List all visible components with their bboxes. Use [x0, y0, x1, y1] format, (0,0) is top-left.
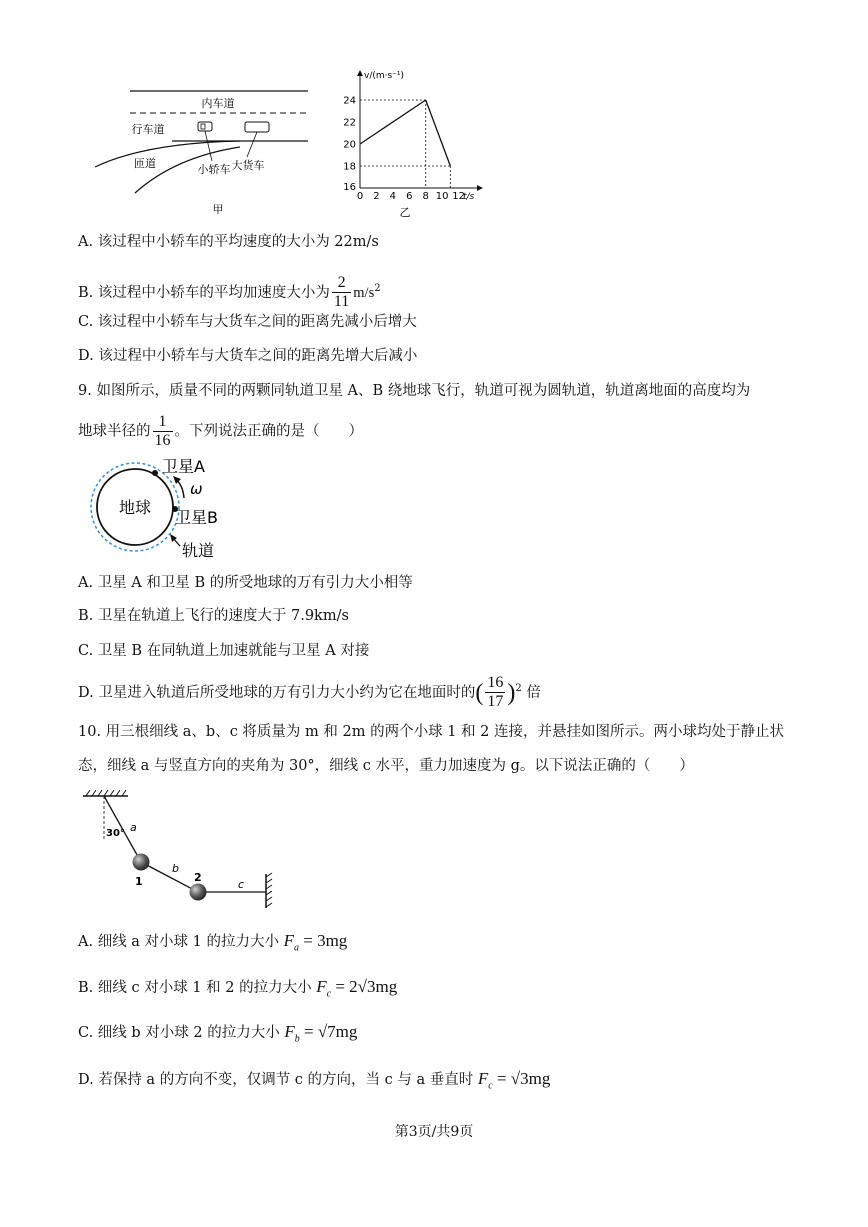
- string-a-label: a: [130, 821, 137, 834]
- car-label: 小轿车: [197, 163, 231, 176]
- q10-option-c-text: C. 细线 b 对小球 2 的拉力大小: [78, 1025, 280, 1041]
- x-tick-label: 0: [356, 191, 364, 202]
- satellite-a-label: 卫星A: [162, 457, 205, 476]
- y-tick-label: 20: [343, 139, 356, 151]
- q9-option-d-text: D. 卫星进入轨道后所受地球的万有引力大小约为它在地面时的: [78, 684, 476, 701]
- q10-option-b-sub: c: [326, 988, 332, 1000]
- angle-label: 30°: [106, 828, 125, 839]
- q10-stem-line1: 10. 用三根细线 a、b、c 将质量为 m 和 2m 的两个小球 1 和 2 连接，并悬挂如图所示。两小球均处于静止状: [78, 724, 784, 740]
- page-footer: 第3页/共9页: [394, 1124, 474, 1140]
- figure-satellites: [80, 452, 240, 564]
- q10-option-d-value: = √3mg: [492, 1069, 551, 1088]
- q10-option-c: [78, 1022, 357, 1049]
- satellite-a-dot: [152, 470, 158, 476]
- q10-option-c-symbol: F: [284, 1022, 295, 1041]
- ramp-label: 匝道: [134, 157, 156, 170]
- x-tick-label: 10: [435, 191, 449, 202]
- string-b-label: b: [172, 862, 179, 875]
- q8-option-b-num: 2: [332, 274, 351, 293]
- ball-1: [133, 854, 150, 871]
- q10-option-d-symbol: F: [477, 1069, 489, 1088]
- q10-option-a: [78, 931, 347, 958]
- truck-label: 大货车: [231, 159, 265, 172]
- q9-stem-line2: [78, 413, 363, 450]
- q8-option-d: D. 该过程中小轿车与大货车之间的距离先增大后减小: [78, 348, 418, 364]
- figure-jia: [90, 75, 320, 225]
- q8-option-a: A. 该过程中小轿车的平均速度的大小为 22m/s: [78, 234, 379, 250]
- string-c-label: c: [238, 878, 245, 891]
- q10-option-d: [78, 1069, 550, 1096]
- q10-option-d-text: D. 若保持 a 的方向不变，仅调节 c 的方向，当 c 与 a 垂直时: [78, 1072, 474, 1088]
- q9-option-d: [78, 671, 541, 711]
- wall-hatch: [266, 873, 272, 907]
- x-tick-label: 6: [406, 191, 413, 202]
- x-tick-label: 8: [422, 191, 429, 202]
- satellite-b-label: 卫星B: [175, 508, 218, 527]
- inner-lane-label: 内车道: [201, 97, 235, 110]
- ball-2-label: 2: [194, 871, 202, 884]
- q8-option-b: [78, 271, 381, 311]
- omega-label: ω: [190, 480, 203, 498]
- velocity-line-segment: [360, 100, 426, 144]
- q10-option-a-formula: [283, 931, 348, 954]
- q10-option-b-value: = 2√3mg: [331, 977, 398, 996]
- q10-option-c-sub: b: [294, 1033, 300, 1045]
- x-axis-label: t/s: [463, 192, 475, 202]
- x-axis-arrow: [477, 185, 483, 191]
- q10-option-a-value: = 3mg: [299, 931, 348, 950]
- q10-option-c-value: = √7mg: [299, 1022, 358, 1041]
- q9-stem-line1: 9. 如图所示，质量不同的两颗同轨道卫星 A、B 绕地球飞行，轨道可视为圆轨道，轨道离地面的高度均为: [78, 383, 751, 399]
- ball-1-label: 1: [135, 875, 143, 888]
- x-tick-label: 4: [389, 191, 397, 202]
- earth-label: 地球: [118, 498, 152, 517]
- q10-option-b-symbol: F: [316, 977, 327, 996]
- truck-icon: [245, 122, 269, 132]
- q9-option-d-lparen: (: [475, 679, 484, 706]
- q10-option-b: [78, 977, 397, 1004]
- y-tick-label: 16: [343, 182, 356, 193]
- truck-pointer: [247, 132, 257, 157]
- caption-yi: 乙: [399, 206, 411, 218]
- q10-option-a-text: A. 细线 a 对小球 1 的拉力大小: [78, 934, 279, 950]
- q8-option-b-sup: 2: [374, 283, 381, 294]
- ceiling-hatch: [86, 790, 126, 796]
- x-tick-label: 12: [452, 191, 465, 202]
- q10-option-a-sub: a: [294, 942, 299, 954]
- car-window: [201, 124, 205, 129]
- q9-option-d-rparen: ): [507, 679, 516, 706]
- figure-yi-vt-chart: [335, 68, 485, 218]
- q8-option-b-text: B. 该过程中小轿车的平均加速度大小为: [78, 284, 330, 301]
- ball-2: [190, 884, 207, 901]
- q9-option-c: C. 卫星 B 在同轨道上加速就能与卫星 A 对接: [78, 643, 370, 659]
- y-tick-label: 24: [343, 95, 356, 107]
- q10-option-b-text: B. 细线 c 对小球 1 和 2 的拉力大小: [78, 980, 312, 996]
- y-axis-label: v/(m·s⁻¹): [364, 71, 405, 81]
- caption-jia: 甲: [212, 203, 224, 216]
- q10-option-d-sub: c: [488, 1080, 493, 1092]
- q8-option-b-unit: m/s: [353, 284, 375, 301]
- velocity-line-segment: [426, 100, 451, 166]
- q10-option-b-formula: [316, 977, 398, 1000]
- y-tick-label: 22: [343, 117, 356, 129]
- y-axis-arrow: [357, 70, 363, 76]
- q9-stem-end: 。下列说法正确的是（ ）: [174, 423, 363, 440]
- q9-option-d-end: 倍: [526, 684, 541, 701]
- q9-option-d-den: 17: [487, 693, 504, 711]
- q9-stem-num: 1: [153, 413, 173, 432]
- orbit-label: 轨道: [182, 541, 215, 560]
- q9-stem-fraction: [153, 413, 173, 450]
- car-pointer: [205, 131, 212, 161]
- q10-option-d-formula: [477, 1069, 551, 1092]
- q10-stem-line2: 态，细线 a 与竖直方向的夹角为 30°，细线 c 水平，重力加速度为 g。以下说法正确的（ ）: [78, 758, 694, 774]
- q8-option-b-den: 11: [333, 293, 350, 311]
- q9-stem-text: 地球半径的: [78, 423, 151, 440]
- figure-strings: [80, 784, 290, 914]
- x-tick-label: 2: [373, 191, 380, 202]
- q8-option-c: C. 该过程中小轿车与大货车之间的距离先减小后增大: [78, 314, 417, 330]
- y-tick-label: 18: [343, 161, 356, 173]
- q9-option-d-num: 16: [487, 674, 504, 692]
- q8-option-b-fraction: [332, 274, 351, 311]
- q9-option-d-fraction: [485, 674, 505, 711]
- q9-option-d-sup: 2: [515, 683, 522, 694]
- driving-lane-label: 行车道: [131, 123, 165, 136]
- q9-option-a: A. 卫星 A 和卫星 B 的所受地球的万有引力大小相等: [78, 575, 413, 591]
- q9-option-b: B. 卫星在轨道上飞行的速度大于 7.9km/s: [78, 608, 349, 624]
- q9-stem-den: 16: [154, 432, 171, 449]
- string-b: [141, 862, 198, 892]
- q10-option-c-formula: [284, 1022, 358, 1045]
- q10-option-a-symbol: F: [283, 931, 294, 950]
